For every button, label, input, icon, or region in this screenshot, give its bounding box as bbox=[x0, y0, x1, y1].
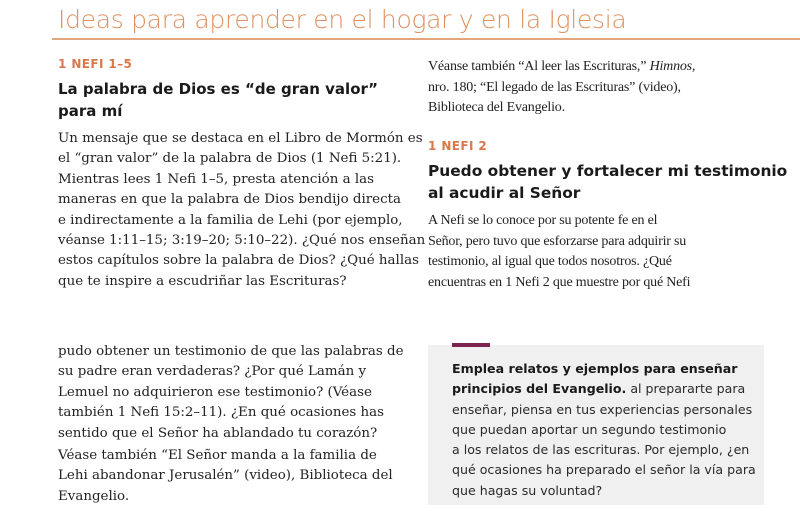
body-line: Lemuel no adquirieron ese testimonio? (Véase bbox=[58, 384, 372, 400]
title-divider bbox=[52, 38, 800, 40]
tip-line bbox=[452, 379, 762, 399]
see-also-line: Lehi abandonar Jerusalén” (video), Biblioteca del bbox=[58, 468, 393, 484]
teaching-tip-text bbox=[452, 359, 762, 501]
see-also-line: Biblioteca del Evangelio. bbox=[428, 100, 565, 115]
section1-body bbox=[58, 129, 425, 292]
body-line: Un mensaje que se destaca en el Libro de Mormón es bbox=[58, 131, 423, 146]
section2-heading bbox=[428, 160, 787, 204]
section2-body bbox=[428, 211, 690, 293]
see-also-line bbox=[428, 57, 695, 78]
section1-reference: 1 NEFI 1–5 bbox=[58, 57, 133, 71]
tip-line: a los relatos de las escrituras. Por ejemplo, ¿en bbox=[452, 442, 750, 458]
body-line: Señor, pero tuvo que esforzarse para adquirir su bbox=[428, 233, 687, 249]
body-line: encuentras en 1 Nefi 2 que muestre por qué Nefi bbox=[428, 274, 691, 290]
body-line: sentido que el Señor ha ablandado tu corazón? bbox=[58, 425, 378, 441]
see-also-text: Véanse también “Al leer las Escrituras,” bbox=[428, 59, 647, 74]
tip-line: qué ocasiones ha preparado el señor la vía para bbox=[452, 462, 756, 478]
section1-heading-line: La palabra de Dios es “de gran valor” bbox=[58, 80, 379, 98]
teaching-tip-accent-bar bbox=[452, 343, 490, 347]
body-line: el “gran valor” de la palabra de Dios (1 Nefi 5:21). bbox=[58, 151, 402, 167]
tip-line: que puedan aportar un segundo testimonio bbox=[452, 421, 727, 437]
section2-see-also bbox=[58, 446, 393, 507]
see-also-line: Véase también “El Señor manda a la familia de bbox=[58, 448, 377, 463]
see-also-line: nro. 180; “El legado de las Escrituras” (video), bbox=[428, 79, 681, 95]
body-line: maneras en que la palabra de Dios bendijo directa bbox=[58, 192, 401, 208]
body-line: pudo obtener un testimonio de que las palabras de bbox=[58, 344, 404, 359]
section1-heading bbox=[58, 78, 378, 122]
tip-bold-text: principios del Evangelio. bbox=[452, 381, 627, 397]
section2-heading-line: Puedo obtener y fortalecer mi testimonio bbox=[428, 162, 788, 180]
section1-heading-line: para mí bbox=[58, 102, 123, 120]
body-line: también 1 Nefi 15:2–11). ¿En qué ocasiones has bbox=[58, 405, 384, 421]
body-line: e indirectamente a la familia de Lehi (por ejemplo, bbox=[58, 212, 403, 228]
tip-line: enseñar, piensa en tus experiencias personales bbox=[452, 401, 753, 417]
hymns-link-text: Himnos, bbox=[649, 59, 696, 74]
body-line: A Nefi se lo conoce por su potente fe en el bbox=[428, 213, 658, 228]
see-also-line: Evangelio. bbox=[58, 488, 130, 504]
page-title: Ideas para aprender en el hogar y en la Iglesia bbox=[58, 5, 627, 34]
body-line: que te inspire a escudriñar las Escrituras? bbox=[58, 273, 347, 289]
body-line: Mientras lees 1 Nefi 1–5, presta atención a las bbox=[58, 171, 374, 187]
tip-bold-line: Emplea relatos y ejemplos para enseñar bbox=[452, 361, 738, 376]
section2-heading-line: al acudir al Señor bbox=[428, 184, 581, 202]
section2-continued bbox=[58, 342, 404, 444]
body-line: estos capítulos sobre la palabra de Dios? ¿Qué hallas bbox=[58, 253, 419, 269]
body-line: véanse 1:11–15; 3:19–20; 5:10–22). ¿Qué nos enseñan bbox=[58, 233, 426, 249]
body-line: testimonio, al igual que todos nosotros. ¿Qué bbox=[428, 254, 672, 269]
tip-line: que hagas su voluntad? bbox=[452, 482, 603, 498]
section2-reference: 1 NEFI 2 bbox=[428, 139, 488, 153]
tip-text: al prepararte para bbox=[626, 381, 746, 397]
section1-see-also bbox=[428, 57, 695, 119]
body-line: su padre eran verdaderas? ¿Por qué Lamán y bbox=[58, 364, 367, 380]
